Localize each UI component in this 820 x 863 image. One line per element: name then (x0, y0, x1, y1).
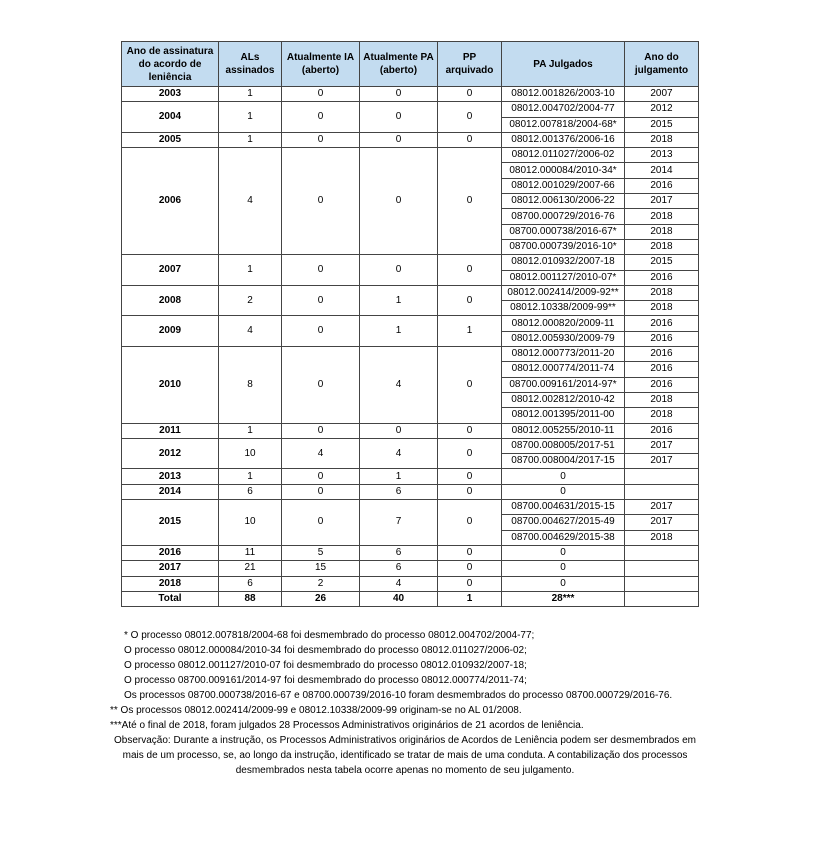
als-cell: 1 (219, 132, 282, 147)
ano-julgamento-cell: 2018 (625, 408, 699, 423)
ano-julgamento-cell: 2016 (625, 423, 699, 438)
table-row (122, 347, 699, 362)
ano-julgamento-cell: 2014 (625, 163, 699, 178)
pa-cell: 4 (360, 347, 438, 423)
als-cell: 11 (219, 545, 282, 560)
year-cell: 2014 (122, 484, 219, 499)
pa-julgado-cell: 08700.008004/2017-15 (502, 454, 625, 469)
total-pp: 1 (438, 591, 502, 606)
pa-julgado-cell: 08012.002812/2010-42 (502, 392, 625, 407)
year-cell: 2018 (122, 576, 219, 591)
pa-julgado-cell: 08700.004629/2015-38 (502, 530, 625, 545)
ia-cell: 0 (282, 285, 360, 316)
footnote-line: O processo 08700.009161/2014-97 foi desmembrado do processo 08012.000774/2011-74; (124, 675, 527, 686)
total-row (122, 591, 699, 606)
year-cell: 2012 (122, 438, 219, 469)
table-row (122, 545, 699, 560)
pa-julgado-cell: 08012.001376/2006-16 (502, 132, 625, 147)
year-cell: 2011 (122, 423, 219, 438)
pa-cell: 6 (360, 484, 438, 499)
ano-julgamento-cell (625, 576, 699, 591)
year-cell: 2006 (122, 148, 219, 255)
table-row (122, 102, 699, 117)
als-cell: 1 (219, 87, 282, 102)
als-cell: 10 (219, 438, 282, 469)
pa-julgado-cell: 08012.002414/2009-92** (502, 285, 625, 300)
als-cell: 1 (219, 255, 282, 286)
ano-julgamento-cell: 2017 (625, 500, 699, 515)
pa-cell: 0 (360, 102, 438, 133)
table-body (122, 87, 699, 607)
table-row (122, 438, 699, 453)
ano-julgamento-cell: 2016 (625, 377, 699, 392)
total-label: Total (122, 591, 219, 606)
ano-julgamento-cell: 2018 (625, 239, 699, 254)
pp-cell: 0 (438, 500, 502, 546)
ano-julgamento-cell: 2016 (625, 362, 699, 377)
header-als: ALs assinados (219, 42, 282, 87)
pa-cell: 4 (360, 438, 438, 469)
pa-julgado-cell: 08012.001395/2011-00 (502, 408, 625, 423)
table-row (122, 316, 699, 331)
table-row (122, 576, 699, 591)
pp-cell: 0 (438, 561, 502, 576)
pa-julgado-cell: 08700.000738/2016-67* (502, 224, 625, 239)
pa-cell: 6 (360, 561, 438, 576)
year-cell: 2007 (122, 255, 219, 286)
pp-cell: 1 (438, 316, 502, 347)
als-cell: 4 (219, 316, 282, 347)
pa-cell: 1 (360, 469, 438, 484)
year-cell: 2003 (122, 87, 219, 102)
pa-julgado-cell: 08700.004627/2015-49 (502, 515, 625, 530)
als-cell: 8 (219, 347, 282, 423)
ano-julgamento-cell: 2007 (625, 87, 699, 102)
ano-julgamento-cell: 2016 (625, 316, 699, 331)
ia-cell: 4 (282, 438, 360, 469)
pa-julgado-cell: 08700.004631/2015-15 (502, 500, 625, 515)
header-pp: PP arquivado (438, 42, 502, 87)
footnote-total: ***Até o final de 2018, foram julgados 28 Processos Administrativos originários de 21 acordos de leniência. (110, 720, 584, 731)
pp-cell: 0 (438, 347, 502, 423)
ia-cell: 0 (282, 316, 360, 347)
total-ano (625, 591, 699, 606)
ia-cell: 0 (282, 132, 360, 147)
table-row (122, 255, 699, 270)
ia-cell: 5 (282, 545, 360, 560)
ano-julgamento-cell: 2017 (625, 194, 699, 209)
pa-julgado-cell: 0 (502, 561, 625, 576)
pa-julgado-cell: 08012.005930/2009-79 (502, 331, 625, 346)
ano-julgamento-cell: 2018 (625, 530, 699, 545)
ia-cell: 0 (282, 87, 360, 102)
pa-julgado-cell: 08700.009161/2014-97* (502, 377, 625, 392)
year-cell: 2016 (122, 545, 219, 560)
year-cell: 2009 (122, 316, 219, 347)
ia-cell: 0 (282, 255, 360, 286)
ano-julgamento-cell: 2018 (625, 285, 699, 300)
als-cell: 6 (219, 576, 282, 591)
als-cell: 1 (219, 102, 282, 133)
pa-julgado-cell: 0 (502, 469, 625, 484)
table-row (122, 148, 699, 163)
pa-julgado-cell: 08012.10338/2009-99** (502, 301, 625, 316)
header-ia: Atualmente IA (aberto) (282, 42, 360, 87)
total-julgados: 28*** (502, 591, 625, 606)
ia-cell: 2 (282, 576, 360, 591)
als-cell: 2 (219, 285, 282, 316)
total-pa: 40 (360, 591, 438, 606)
year-cell: 2004 (122, 102, 219, 133)
ano-julgamento-cell (625, 484, 699, 499)
ano-julgamento-cell: 2016 (625, 347, 699, 362)
ano-julgamento-cell: 2018 (625, 132, 699, 147)
footnote-desmembramento (110, 628, 710, 703)
pa-julgado-cell: 08012.004702/2004-77 (502, 102, 625, 117)
pa-julgado-cell: 08700.000739/2016-10* (502, 239, 625, 254)
pp-cell: 0 (438, 148, 502, 255)
als-cell: 6 (219, 484, 282, 499)
pp-cell: 0 (438, 469, 502, 484)
ano-julgamento-cell: 2018 (625, 301, 699, 316)
header-ano-julgamento: Ano do julgamento (625, 42, 699, 87)
header-row (122, 42, 699, 87)
pp-cell: 0 (438, 576, 502, 591)
table-row (122, 285, 699, 300)
pa-cell: 6 (360, 545, 438, 560)
ano-julgamento-cell (625, 545, 699, 560)
pa-cell: 1 (360, 285, 438, 316)
ia-cell: 0 (282, 102, 360, 133)
pa-cell: 7 (360, 500, 438, 546)
header-ano-assinatura: Ano de assinatura do acordo de leniência (122, 42, 219, 87)
pa-julgado-cell: 08012.000084/2010-34* (502, 163, 625, 178)
pa-julgado-cell: 08012.010932/2007-18 (502, 255, 625, 270)
pa-julgado-cell: 08012.011027/2006-02 (502, 148, 625, 163)
pp-cell: 0 (438, 132, 502, 147)
observation: Observação: Durante a instrução, os Processos Administrativos originários de Acordos de Leniência podem ser desmembrados em mais de um processo, se, ao longo da instrução, identificado se tratar de mais de uma conduta. A contabilização dos processos desmembrados nesta tabela ocorre apenas no momento de seu julgamento. (114, 735, 696, 776)
pa-cell: 1 (360, 316, 438, 347)
table-row (122, 469, 699, 484)
ia-cell: 0 (282, 469, 360, 484)
pa-julgado-cell: 0 (502, 545, 625, 560)
ia-cell: 15 (282, 561, 360, 576)
footnote-line: * O processo 08012.007818/2004-68 foi desmembrado do processo 08012.004702/2004-77; (124, 630, 535, 641)
year-cell: 2013 (122, 469, 219, 484)
header-pa-julgados: PA Julgados (502, 42, 625, 87)
pa-julgado-cell: 08012.005255/2010-11 (502, 423, 625, 438)
ano-julgamento-cell: 2018 (625, 209, 699, 224)
pa-julgado-cell: 08012.007818/2004-68* (502, 117, 625, 132)
pa-julgado-cell: 08012.000774/2011-74 (502, 362, 625, 377)
pa-julgado-cell: 08700.000729/2016-76 (502, 209, 625, 224)
pp-cell: 0 (438, 484, 502, 499)
table-row (122, 561, 699, 576)
ano-julgamento-cell: 2017 (625, 438, 699, 453)
table-row (122, 484, 699, 499)
year-cell: 2017 (122, 561, 219, 576)
ano-julgamento-cell: 2016 (625, 178, 699, 193)
ano-julgamento-cell: 2016 (625, 270, 699, 285)
notes (110, 628, 710, 778)
ia-cell: 0 (282, 500, 360, 546)
ia-cell: 0 (282, 347, 360, 423)
footnote-line: Os processos 08700.000738/2016-67 e 08700.000739/2016-10 foram desmembrados do processo 08700.000729/2016-76. (124, 690, 673, 701)
pa-julgado-cell: 08012.000820/2009-11 (502, 316, 625, 331)
footnote-line: O processo 08012.001127/2010-07 foi desmembrado do processo 08012.010932/2007-18; (124, 660, 527, 671)
pa-julgado-cell: 08012.000773/2011-20 (502, 347, 625, 362)
pp-cell: 0 (438, 87, 502, 102)
ia-cell: 0 (282, 423, 360, 438)
pp-cell: 0 (438, 423, 502, 438)
als-cell: 21 (219, 561, 282, 576)
pp-cell: 0 (438, 255, 502, 286)
ano-julgamento-cell: 2015 (625, 255, 699, 270)
year-cell: 2008 (122, 285, 219, 316)
pa-julgado-cell: 08012.001127/2010-07* (502, 270, 625, 285)
als-cell: 1 (219, 423, 282, 438)
table-row (122, 87, 699, 102)
ano-julgamento-cell (625, 469, 699, 484)
pa-cell: 0 (360, 132, 438, 147)
table-row (122, 423, 699, 438)
leniency-table (121, 41, 699, 607)
header-pa: Atualmente PA (aberto) (360, 42, 438, 87)
pa-julgado-cell: 08012.006130/2006-22 (502, 194, 625, 209)
pa-cell: 0 (360, 423, 438, 438)
als-cell: 4 (219, 148, 282, 255)
table-row (122, 132, 699, 147)
pa-julgado-cell: 08700.008005/2017-51 (502, 438, 625, 453)
pp-cell: 0 (438, 102, 502, 133)
ano-julgamento-cell: 2013 (625, 148, 699, 163)
pa-cell: 0 (360, 148, 438, 255)
als-cell: 1 (219, 469, 282, 484)
ano-julgamento-cell: 2016 (625, 331, 699, 346)
total-ia: 26 (282, 591, 360, 606)
ano-julgamento-cell: 2017 (625, 515, 699, 530)
ano-julgamento-cell: 2012 (625, 102, 699, 117)
ia-cell: 0 (282, 484, 360, 499)
total-als: 88 (219, 591, 282, 606)
ano-julgamento-cell: 2018 (625, 392, 699, 407)
pa-cell: 4 (360, 576, 438, 591)
pp-cell: 0 (438, 285, 502, 316)
footnote-line: O processo 08012.000084/2010-34 foi desmembrado do processo 08012.011027/2006-02; (124, 645, 527, 656)
ia-cell: 0 (282, 148, 360, 255)
pa-julgado-cell: 0 (502, 576, 625, 591)
year-cell: 2005 (122, 132, 219, 147)
pa-cell: 0 (360, 255, 438, 286)
ano-julgamento-cell: 2017 (625, 454, 699, 469)
table-row (122, 500, 699, 515)
year-cell: 2015 (122, 500, 219, 546)
year-cell: 2010 (122, 347, 219, 423)
pa-julgado-cell: 08012.001826/2003-10 (502, 87, 625, 102)
pp-cell: 0 (438, 545, 502, 560)
pa-julgado-cell: 08012.001029/2007-66 (502, 178, 625, 193)
footnote-origem: ** Os processos 08012.002414/2009-99 e 08012.10338/2009-99 originam-se no AL 01/2008. (110, 705, 522, 716)
ano-julgamento-cell: 2018 (625, 224, 699, 239)
ano-julgamento-cell: 2015 (625, 117, 699, 132)
pa-julgado-cell: 0 (502, 484, 625, 499)
pa-cell: 0 (360, 87, 438, 102)
als-cell: 10 (219, 500, 282, 546)
pp-cell: 0 (438, 438, 502, 469)
ano-julgamento-cell (625, 561, 699, 576)
